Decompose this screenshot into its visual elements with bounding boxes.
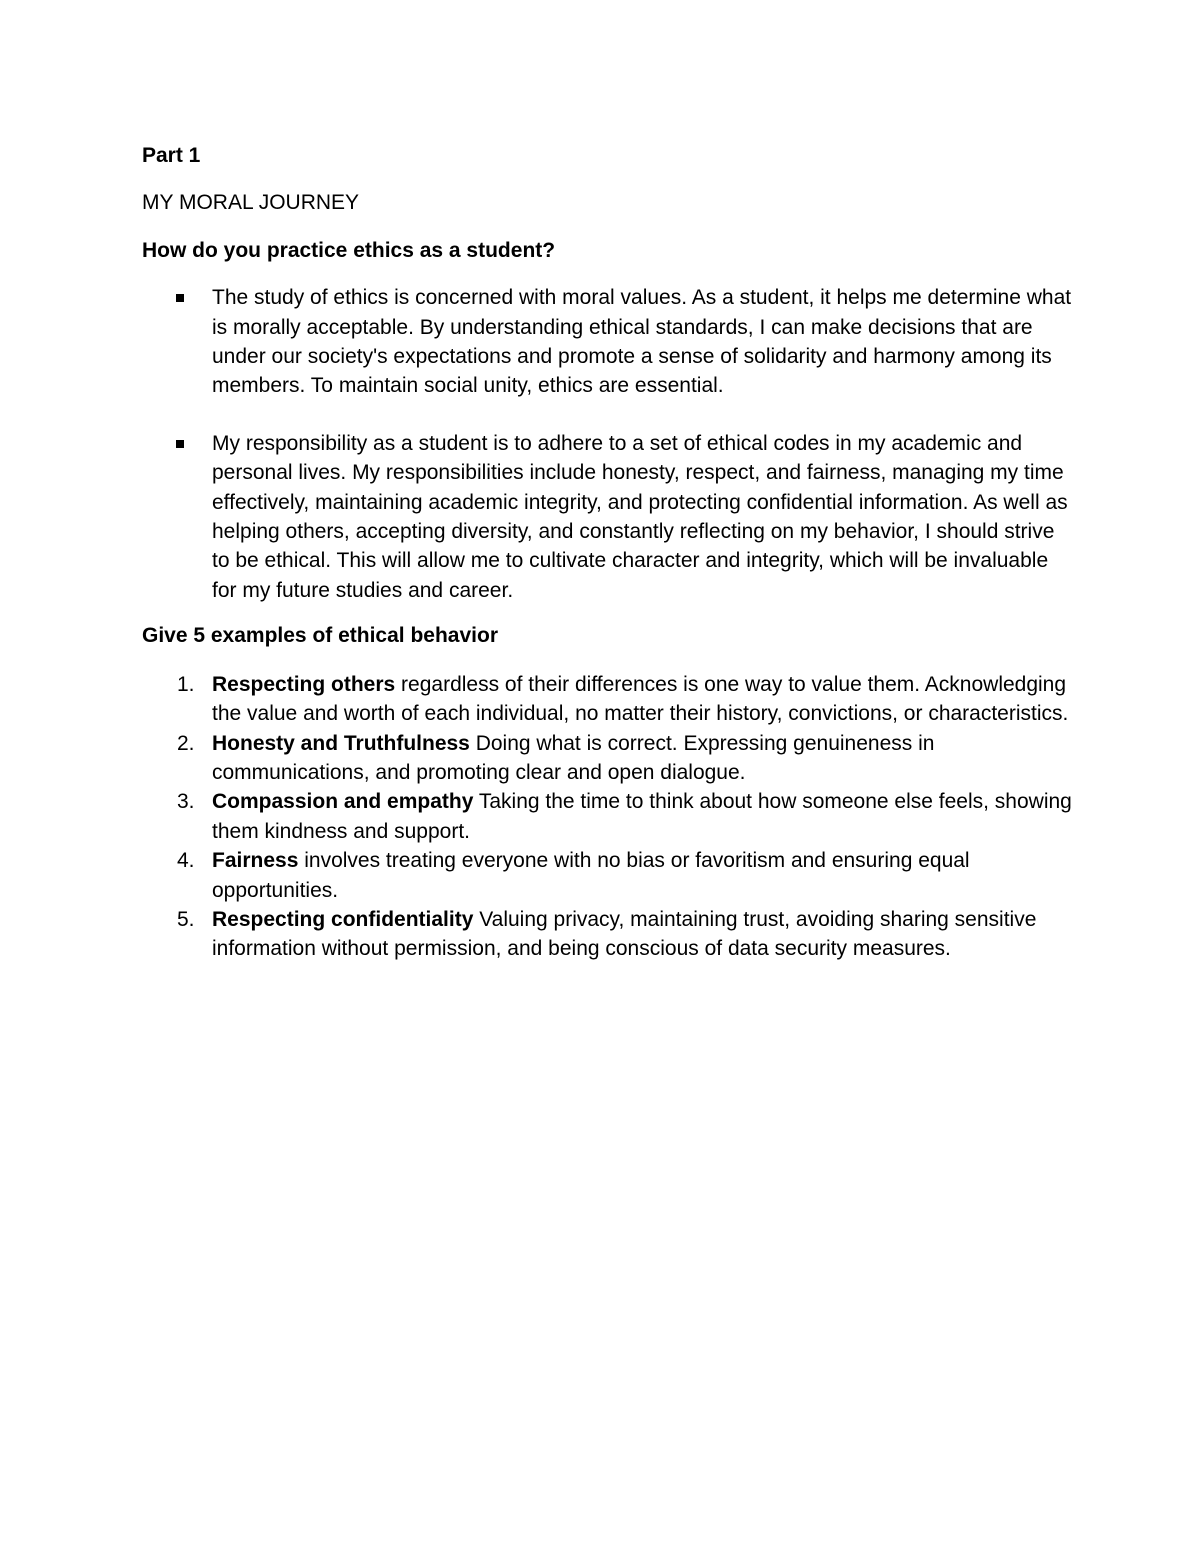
example-item (142, 846, 1072, 905)
bullet-list (142, 283, 1072, 605)
examples-list (142, 670, 1072, 964)
part-label: Part 1 (142, 144, 201, 167)
example-text: Taking the time to think about how someone else feels, showing them kindness and support. (212, 790, 1072, 843)
list-number: 4. (177, 849, 195, 873)
document-body (142, 141, 1072, 964)
example-term: Honesty and Truthfulness (212, 731, 470, 755)
example-item (142, 670, 1072, 729)
square-bullet-icon (176, 440, 184, 448)
document-title: MY MORAL JOURNEY (142, 191, 360, 215)
example-item (142, 729, 1072, 788)
bullet-item (142, 283, 1072, 401)
example-text: Valuing privacy, maintaining trust, avoiding sharing sensitive information without permission, and being conscious of data security measures. (212, 907, 1037, 961)
bullet-text: The study of ethics is concerned with moral values. As a student, it helps me determine what is morally acceptable. By understanding ethical standards, I can make decisions that are under our society's expectations and promote a sense of solidarity and harmony among its members. To maintain social unity, ethics are essential. (212, 286, 1072, 398)
example-text: Doing what is correct. Expressing genuineness in communications, and promoting clear and open dialogue. (212, 731, 935, 784)
question-heading-examples: Give 5 examples of ethical behavior (142, 624, 498, 648)
example-term: Compassion and empathy (212, 790, 474, 814)
example-item (142, 787, 1072, 846)
example-term: Respecting others (212, 672, 396, 696)
example-text: regardless of their differences is one way to value them. Acknowledging the value and worth of each individual, no matter their history, convictions, or characteristics. (212, 672, 1069, 726)
question-heading-practice-ethics: How do you practice ethics as a student? (142, 238, 556, 262)
list-number: 3. (177, 790, 195, 814)
example-term: Respecting confidentiality (212, 907, 474, 931)
square-bullet-icon (176, 294, 184, 302)
example-item (142, 905, 1072, 964)
bullet-text: My responsibility as a student is to adhere to a set of ethical codes in my academic and personal lives. My responsibilities include honesty, respect, and fairness, managing my time effectively, maintaining academic integrity, and protecting confidential information. As well as helping others, accepting diversity, and constantly reflecting on my behavior, I should strive to be ethical. This will allow me to cultivate character and integrity, which will be invaluable for my future studies and career. (212, 431, 1068, 602)
list-number: 5. (177, 907, 195, 931)
bullet-item (142, 429, 1072, 605)
example-term: Fairness (212, 849, 299, 873)
list-number: 1. (177, 672, 195, 696)
example-text: involves treating everyone with no bias or favoritism and ensuring equal opportunities. (212, 849, 970, 902)
list-number: 2. (177, 731, 195, 755)
